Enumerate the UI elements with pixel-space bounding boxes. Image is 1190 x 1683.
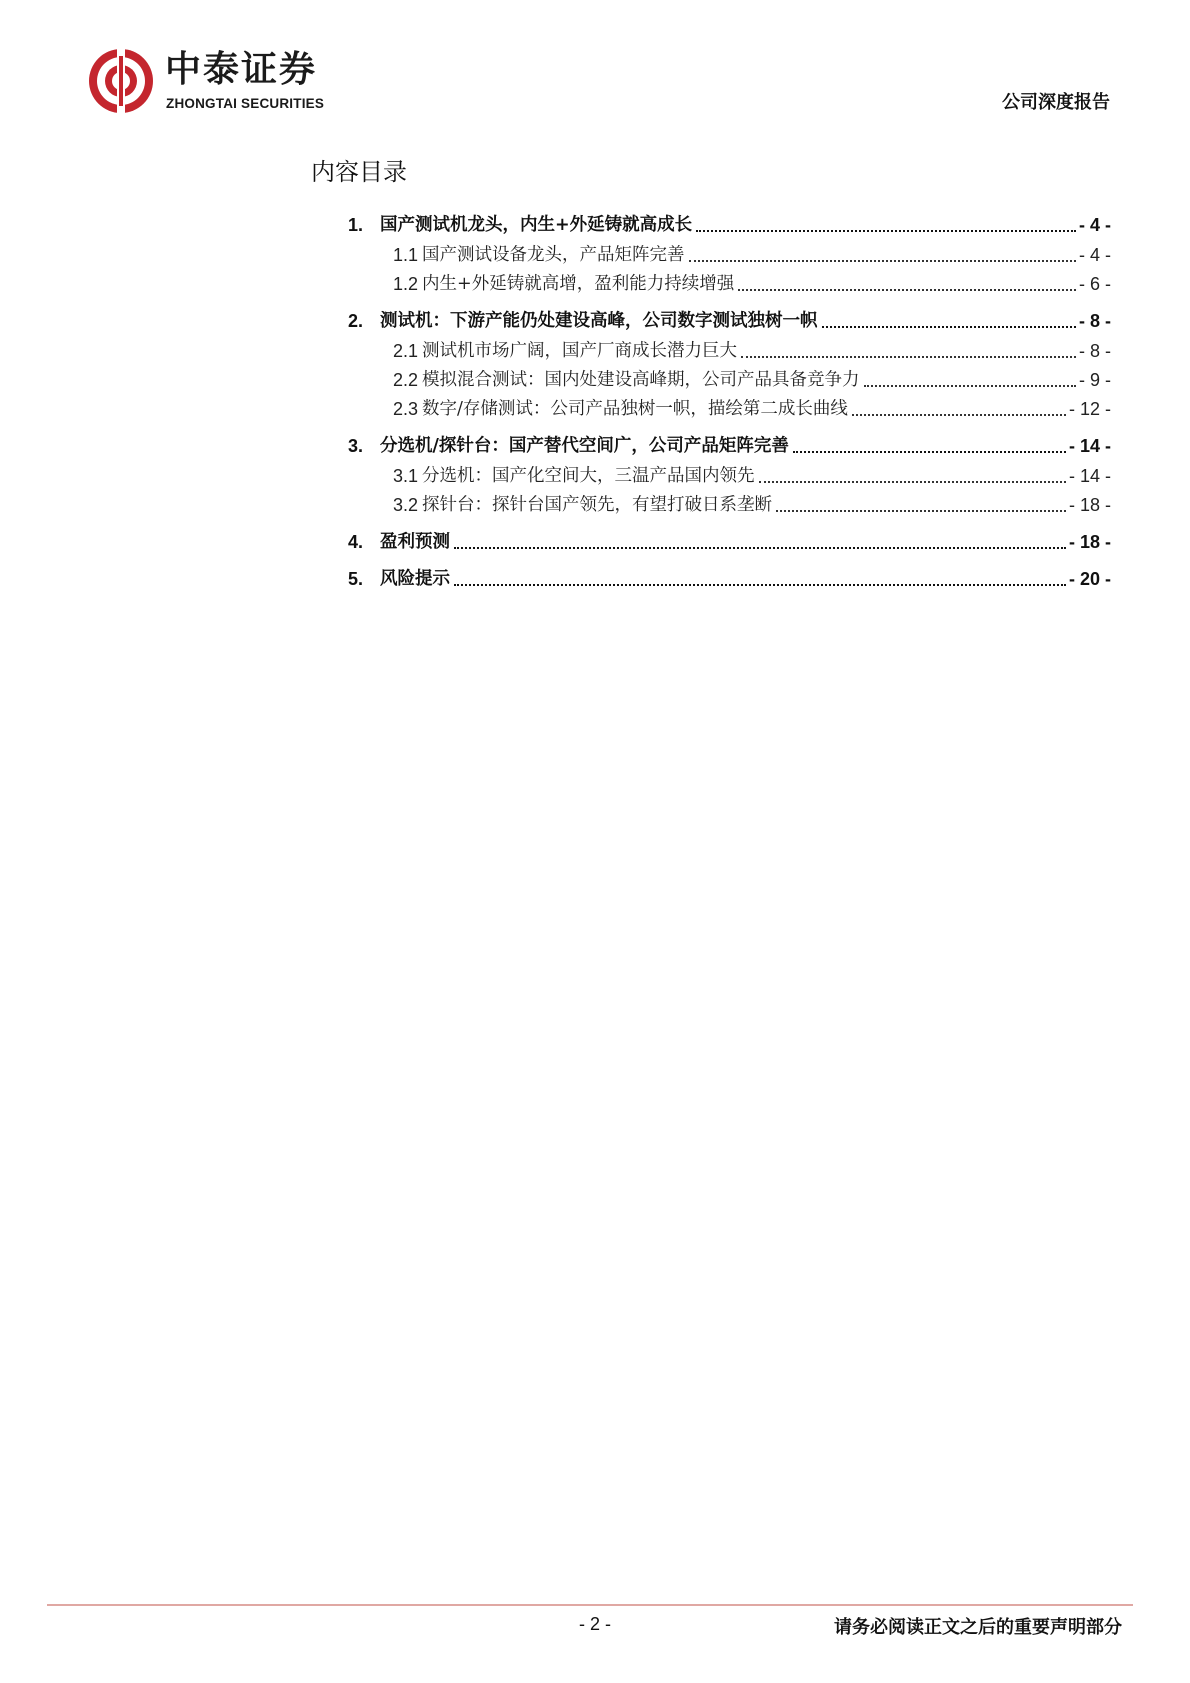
toc-entry-title: 测试机：下游产能仍处建设高峰，公司数字测试独树一帜 xyxy=(380,311,818,331)
logo-english-name: ZHONGTAI SECURITIES xyxy=(166,96,325,111)
toc-entry-page: - 8 - xyxy=(1078,311,1111,331)
toc-entry-page: - 14 - xyxy=(1068,466,1111,486)
toc-entry-page: - 20 - xyxy=(1068,569,1111,589)
toc-entry-number: 2.1 xyxy=(393,341,419,361)
toc-dot-leader xyxy=(864,384,1076,387)
toc-entry[interactable] xyxy=(393,394,1111,422)
toc-dot-leader xyxy=(852,413,1066,416)
toc-entry-number: 5. xyxy=(348,569,364,589)
toc-entry-number: 2.3 xyxy=(393,399,419,419)
toc-entry-title: 国产测试机龙头，内生+外延铸就高成长 xyxy=(380,215,693,235)
toc-entry-title: 分选机：国产化空间大，三温产品国内领先 xyxy=(422,466,755,486)
zhongtai-logo-icon xyxy=(86,46,156,116)
toc-entry[interactable] xyxy=(348,564,1111,592)
logo-chinese-name: 中泰证券 xyxy=(165,49,318,90)
toc-entry-page: - 4 - xyxy=(1078,245,1111,265)
footer-divider xyxy=(47,1604,1133,1606)
toc-entry-title: 数字/存储测试：公司产品独树一帜，描绘第二成长曲线 xyxy=(422,399,848,419)
toc-entry-number: 3.1 xyxy=(393,466,419,486)
toc-entry-page: - 4 - xyxy=(1078,215,1111,235)
report-type-label: 公司深度报告 xyxy=(1002,92,1110,113)
toc-heading: 内容目录 xyxy=(311,158,407,186)
toc-entry[interactable] xyxy=(393,490,1111,518)
toc-dot-leader xyxy=(454,546,1066,549)
toc-entry-page: - 9 - xyxy=(1078,370,1111,390)
toc-entry-title: 探针台：探针台国产领先，有望打破日系垄断 xyxy=(422,495,773,515)
toc-dot-leader xyxy=(741,355,1076,358)
toc-entry[interactable] xyxy=(393,365,1111,393)
toc-dot-leader xyxy=(738,288,1076,291)
toc-dot-leader xyxy=(696,229,1076,232)
toc-entry-page: - 18 - xyxy=(1068,495,1111,515)
toc-dot-leader xyxy=(822,325,1076,328)
toc-entry-page: - 18 - xyxy=(1068,532,1111,552)
toc-entry-page: - 14 - xyxy=(1068,436,1111,456)
toc-dot-leader xyxy=(776,509,1066,512)
toc-entry-number: 2. xyxy=(348,311,364,331)
page-number: - 2 - xyxy=(578,1614,611,1634)
toc-dot-leader xyxy=(454,583,1066,586)
toc-entry-page: - 6 - xyxy=(1078,274,1111,294)
toc-entry-number: 3. xyxy=(348,436,364,456)
toc-entry-number: 2.2 xyxy=(393,370,419,390)
toc-entry[interactable] xyxy=(393,336,1111,364)
toc-entry-title: 风险提示 xyxy=(380,569,450,589)
toc-entry-title: 模拟混合测试：国内处建设高峰期，公司产品具备竞争力 xyxy=(422,370,860,390)
toc-entry-page: - 12 - xyxy=(1068,399,1111,419)
toc-entry-number: 1.1 xyxy=(393,245,419,265)
toc-entry[interactable] xyxy=(348,527,1111,555)
toc-entry[interactable] xyxy=(393,240,1111,268)
toc-entry-page: - 8 - xyxy=(1078,341,1111,361)
toc-entry-title: 测试机市场广阔，国产厂商成长潜力巨大 xyxy=(422,341,738,361)
toc-entry[interactable] xyxy=(348,210,1111,238)
toc-entry-title: 内生+外延铸就高增，盈利能力持续增强 xyxy=(422,274,735,294)
footer-disclaimer: 请务必阅读正文之后的重要声明部分 xyxy=(834,1617,1122,1638)
toc-entry[interactable] xyxy=(348,306,1111,334)
toc-entry-number: 1. xyxy=(348,215,364,235)
toc-entry[interactable] xyxy=(348,431,1111,459)
toc-entry-title: 分选机/探针台：国产替代空间广，公司产品矩阵完善 xyxy=(380,436,789,456)
toc-entry-number: 1.2 xyxy=(393,274,419,294)
toc-dot-leader xyxy=(689,259,1076,262)
toc-entry-title: 国产测试设备龙头，产品矩阵完善 xyxy=(422,245,685,265)
toc-entry-number: 3.2 xyxy=(393,495,419,515)
toc-dot-leader xyxy=(759,480,1066,483)
toc-dot-leader xyxy=(793,450,1066,453)
toc-entry-number: 4. xyxy=(348,532,364,552)
toc-entry-title: 盈利预测 xyxy=(380,532,450,552)
toc-entry[interactable] xyxy=(393,269,1111,297)
toc-entry[interactable] xyxy=(393,461,1111,489)
